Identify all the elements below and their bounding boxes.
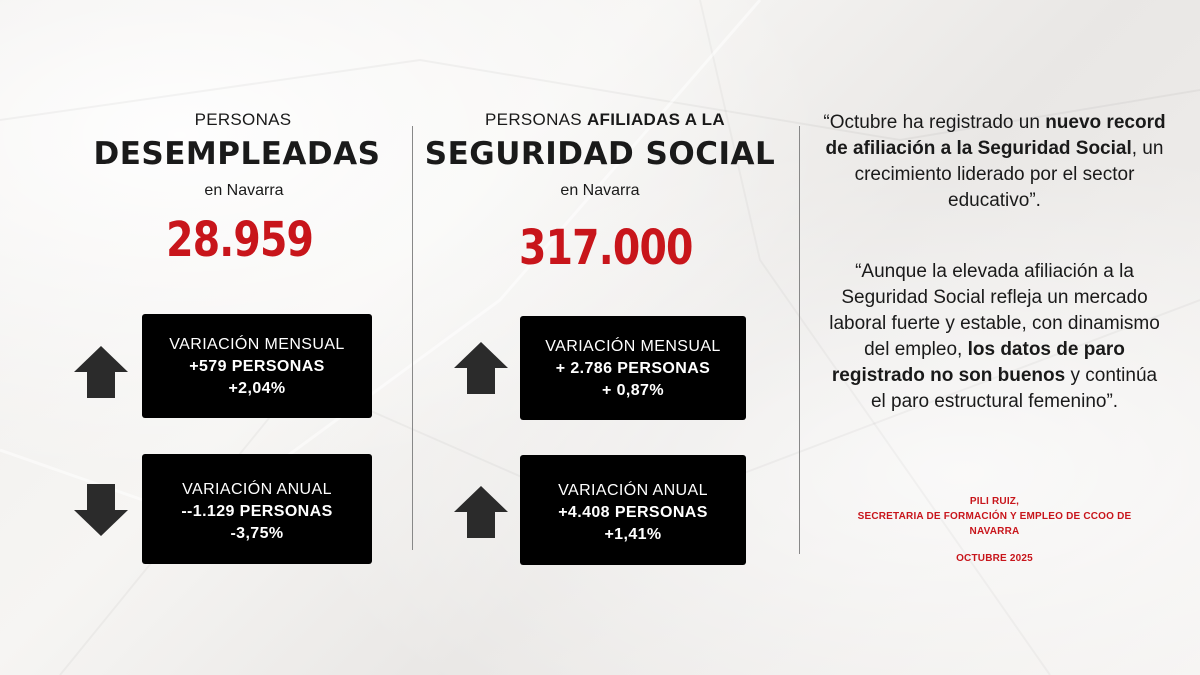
monthly-percent: + 0,87% <box>602 382 664 399</box>
affiliated-pre-title: PERSONAS AFILIADAS A LA <box>485 110 725 129</box>
arrow-down-icon <box>72 482 130 538</box>
unemployed-pre-title: PERSONAS <box>194 110 292 129</box>
affiliated-value: 317.000 <box>519 220 693 276</box>
monthly-label: VARIACIÓN MENSUAL <box>169 336 345 353</box>
affiliated-location: en Navarra <box>560 182 640 199</box>
monthly-persons: + 2.786 PERSONAS <box>555 360 711 377</box>
monthly-label: VARIACIÓN MENSUAL <box>545 338 721 355</box>
arrow-up-icon <box>72 344 130 400</box>
unemployed-section <box>60 0 440 200</box>
monthly-persons: +579 PERSONAS <box>189 358 325 375</box>
unemployed-value: 28.959 <box>166 212 314 268</box>
affiliated-annual-box <box>520 455 746 565</box>
quote-1: “Octubre ha registrado un nuevo record de afiliación a la Seguridad Social, un crecimiento liderado por el sector educativo”. <box>823 112 1166 211</box>
arrow-up-icon <box>452 484 510 540</box>
quote-2: “Aunque la elevada afiliación a la Seguridad Social refleja un mercado laboral fuerte y estable, con dinamismo del empleo, los datos de paro registrado no son buenos y continúa el paro estructural femenino”. <box>829 261 1160 412</box>
signature-date: OCTUBRE 2025 <box>956 553 1033 564</box>
divider-right <box>799 126 800 554</box>
annual-percent: +1,41% <box>604 526 662 543</box>
unemployed-location: en Navarra <box>204 182 284 199</box>
annual-label: VARIACIÓN ANUAL <box>182 481 332 498</box>
signature-role: SECRETARIA DE FORMACIÓN Y EMPLEO DE CCOO DE NAVARRA <box>857 511 1132 537</box>
signature-name: PILI RUIZ, <box>969 496 1020 507</box>
unemployed-monthly-box <box>142 314 372 418</box>
unemployed-annual-box <box>142 454 372 564</box>
affiliated-monthly-box <box>520 316 746 420</box>
arrow-up-icon <box>452 340 510 396</box>
annual-persons: +4.408 PERSONAS <box>558 504 708 521</box>
affiliated-section <box>420 0 800 200</box>
unemployed-title: DESEMPLEADAS <box>93 136 381 172</box>
monthly-percent: +2,04% <box>228 380 286 397</box>
affiliated-title: SEGURIDAD SOCIAL <box>424 136 776 172</box>
signature <box>822 494 1167 566</box>
annual-percent: -3,75% <box>230 525 284 542</box>
annual-persons: --1.129 PERSONAS <box>181 503 333 520</box>
annual-label: VARIACIÓN ANUAL <box>558 482 708 499</box>
